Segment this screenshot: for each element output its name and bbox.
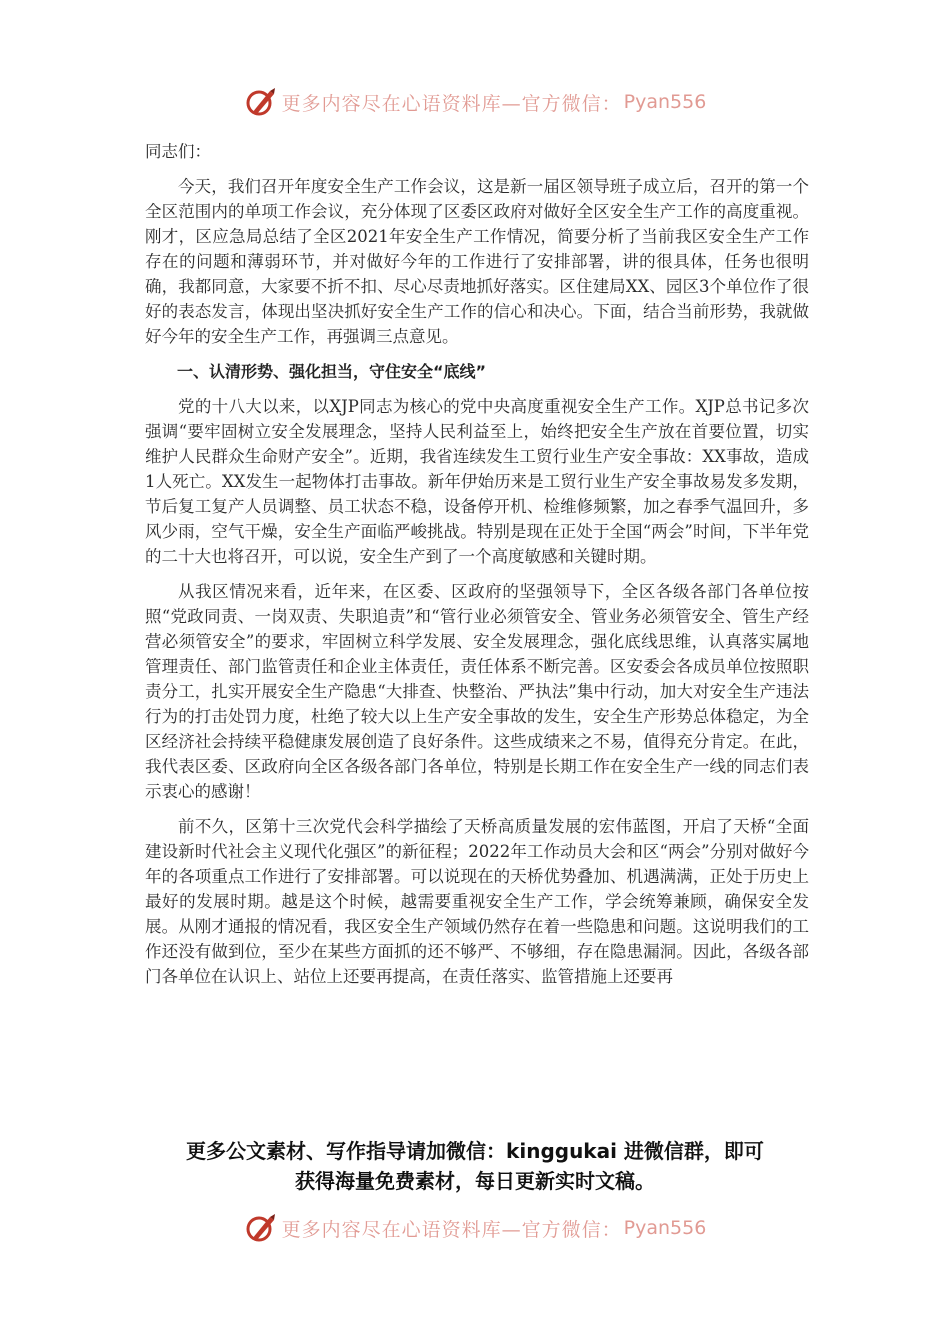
paragraph-intro: 今天，我们召开年度安全生产工作会议，这是新一届区领导班子成立后，召开的第一个全区范围内的单项工作会议，充分体现了区委区政府对做好全区安全生产工作的高度重视。刚才，区应急局总结了全区2021年安全生产工作情况，简要分析了当前我区安全生产工作存在的问题和薄弱环节，并对做好今年的工作进行了安排部署，讲的很具体，任务也很明确，我都同意，大家要不折不扣、尽心尽责地抓好落实。区住建局XX、园区3个单位作了很好的表态发言，体现出坚决抓好安全生产工作的信心和决心。下面，结合当前形势，我就做好今年的安全生产工作，再强调三点意见。 xyxy=(145,177,809,346)
paragraph-achievements: 从我区情况来看，近年来，在区委、区政府的坚强领导下，全区各级各部门各单位按照“党政同责、一岗双责、失职追责”和“管行业必须管安全、管业务必须管安全、管生产经营必须管安全”的要求，牢固树立科学发展、安全发展理念，强化底线思维，认真落实属地管理责任、部门监管责任和企业主体责任，责任体系不断完善。区安委会各成员单位按照职责分工，扎实开展安全生产隐患“大排查、快整治、严执法”集中行动，加大对安全生产违法行为的打击处罚力度，杜绝了较大以上生产安全事故的发生，安全生产形势总体稳定，为全区经济社会持续平稳健康发展创造了良好条件。这些成绩来之不易，值得充分肯定。在此，我代表区委、区政府向全区各级各部门各单位，特别是长期工作在安全生产一线的同志们表示衷心的感谢！ xyxy=(145,582,809,801)
greeting: 同志们： xyxy=(145,142,211,161)
section-heading-1: 一、认清形势、强化担当，守住安全“底线” xyxy=(177,362,487,381)
paragraph-outlook: 前不久，区第十三次党代会科学描绘了天桥高质量发展的宏伟蓝图，开启了天桥“全面建设新时代社会主义现代化强区”的新征程；2022年工作动员大会和区“两会”分别对做好今年的各项重点工作进行了安排部署。可以说现在的天桥优势叠加、机遇满满，正处于历史上最好的发展时期。越是这个时候，越需要重视安全生产工作，学会统筹兼顾，确保安全发展。从刚才通报的情况看，我区安全生产领域仍然存在着一些隐患和问题。这说明我们的工作还没有做到位，至少在某些方面抓的还不够严、不够细，存在隐患漏洞。因此，各级各部门各单位在认识上、站位上还要再提高，在责任落实、监管措施上还要再 xyxy=(145,817,809,986)
watermark-footer xyxy=(0,1208,950,1248)
document-body xyxy=(145,139,809,999)
paragraph-situation: 党的十八大以来，以XJP同志为核心的党中央高度重视安全生产工作。XJP总书记多次强调“要牢固树立安全发展理念，坚持人民利益至上，始终把安全生产放在首要位置，切实维护人民群众生命财产安全”。近期，我省连续发生工贸行业生产安全事故：XX事故，造成1人死亡。XX发生一起物体打击事故。新年伊始历来是工贸行业生产安全事故易发多发期，节后复工复产人员调整、员工状态不稳，设备停开机、检维修频繁，加之春季气温回升，多风少雨，空气干燥，安全生产面临严峻挑战。特别是现在正处于全国“两会”时间，下半年党的二十大也将召开，可以说，安全生产到了一个高度敏感和关键时期。 xyxy=(145,397,809,566)
pen-logo-icon xyxy=(244,85,278,119)
pen-logo-icon xyxy=(244,1211,278,1245)
watermark-text: 更多内容尽在心语资料库—官方微信： xyxy=(281,1218,622,1241)
watermark-header xyxy=(0,82,950,122)
watermark-wechat-id: Pyan556 xyxy=(623,91,707,113)
promo-line-1: 更多公文素材、写作指导请加微信：kinggukai 进微信群，即可 xyxy=(186,1139,764,1163)
promo-line-2: 获得海量免费素材，每日更新实时文稿。 xyxy=(295,1169,655,1193)
watermark-wechat-id: Pyan556 xyxy=(623,1217,707,1239)
watermark-text: 更多内容尽在心语资料库—官方微信： xyxy=(281,92,622,115)
promo-block xyxy=(100,1136,850,1196)
